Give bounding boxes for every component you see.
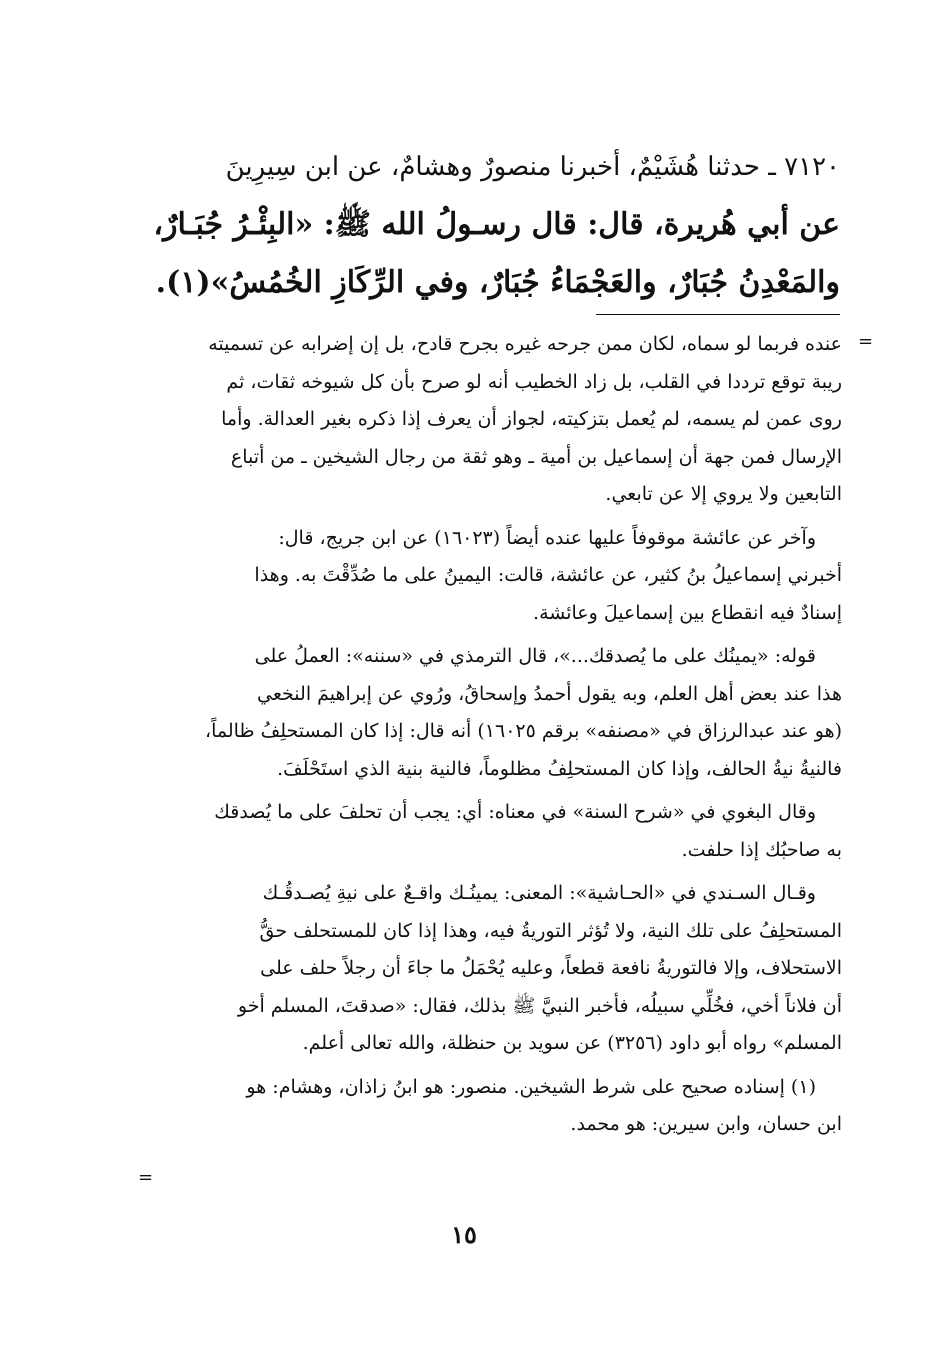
hadith-line-matn-1: عن أبي هُريرة، قال: قال رسـولُ الله ﷺ: «البِئْـرُ جُبَـارٌ، xyxy=(153,207,840,242)
footnote-line: ريبة توقع ترددا في القلب، بل زاد الخطيب أنه لو صرح بأن كل شيوخه ثقات، ثم xyxy=(226,370,842,393)
footnote-line: (هو عند عبدالرزاق في «مصنفه» برقم ١٦٠٢٥) أنه قال: إذا كان المستحلِفُ ظالماً، xyxy=(204,720,842,742)
footnote-paragraph-note-1 xyxy=(150,1069,842,1144)
footnote-line: أخبرني إسماعيلُ بنُ كثير، عن عائشة، قالت: اليمينُ على ما صُدِّقْتَ به. وهذا xyxy=(254,564,842,586)
hadith-line-matn-2: والمَعْدِنُ جُبَارٌ، والعَجْمَاءُ جُبَارٌ، وفي الرِّكَازِ الخُمُسُ»(١). xyxy=(155,265,840,300)
footnote-line: أن فلاناً أخي، فخُلِّي سبيلُه، فأخبر النبيَّ ﷺ بذلك، فقال: «صدقتَ، المسلم أخو xyxy=(237,994,842,1017)
footnote-end-mark: = xyxy=(138,1167,154,1188)
footnote-line: وقـال السـندي في «الحـاشية»: المعنى: يمينُـك واقـعٌ على نيةِ يُصـدقُـك xyxy=(262,882,816,904)
footnote-line: الاستحلاف، وإلا فالتوريةُ نافعة قطعاً، وعليه يُحْمَلُ ما جاءَ أن رجلاً حلف على xyxy=(260,957,842,979)
footnote-line: فالنيةُ نيةُ الحالف، وإذا كان المستحلِفُ مظلوماً، فالنية بنية الذي استَحْلَفَ. xyxy=(277,757,842,780)
footnote-line: عنده فربما لو سماه، لكان ممن جرحه غيره بجرح قادح، بل إن إضرابه عن تسميته xyxy=(208,333,842,355)
footnote-paragraph xyxy=(150,794,842,869)
footnote-line: التابعين ولا يروي إلا عن تابعي. xyxy=(605,483,842,505)
footnote-line: المستحلِفُ على تلك النية، ولا تُؤثر التوريةُ فيه، وهذا إذا كان للمستحلف حقُّ xyxy=(259,919,842,942)
footnote-line: المسلم» رواه أبو داود (٣٢٥٦) عن سويد بن حنظلة، والله تعالى أعلم. xyxy=(302,1032,842,1054)
footnote-line: روى عمن لم يسمه، لم يُعمل بتزكيته، لجواز أن يعرف إذا ذكره بغير العدالة. وأما xyxy=(221,408,842,430)
footnote-line: هذا عند بعض أهل العلم، وبه يقول أحمدُ وإسحاقُ، ورُوي عن إبراهيمَ النخعي xyxy=(257,682,842,705)
footnote-line: به صاحبُك إذا حلفت. xyxy=(681,838,842,861)
footnote-paragraph xyxy=(150,326,842,514)
hadith-text xyxy=(150,138,840,312)
page-number: ١٥ xyxy=(451,1220,477,1249)
footnotes-section xyxy=(150,326,842,1150)
footnote-continuation-mark: = xyxy=(858,331,874,352)
footnote-paragraph xyxy=(150,875,842,1063)
footnote-line: وآخر عن عائشة موقوفاً عليها عنده أيضاً (١٦٠٢٣) عن ابن جريج، قال: xyxy=(278,526,816,549)
footnote-line: إسنادٌ فيه انقطاع بين إسماعيلَ وعائشة. xyxy=(533,601,842,624)
footnote-line: (١) إسناده صحيح على شرط الشيخين. منصور: هو ابنُ زاذان، وهشام: هو xyxy=(246,1075,816,1098)
footnote-line: قوله: «يمينُك على ما يُصدقك...»، قال الترمذي في «سننه»: العملُ على xyxy=(254,645,816,667)
footnote-line: وقال البغوي في «شرح السنة» في معناه: أي: يجب أن تحلفَ على ما يُصدقك xyxy=(214,801,816,823)
hadith-line-isnad: ٧١٢٠ ـ حدثنا هُشَيْمٌ، أخبرنا منصورٌ وهشامٌ، عن ابن سِيرِينَ xyxy=(225,152,840,182)
footnote-paragraph xyxy=(150,520,842,633)
footnote-line: الإرسال فمن جهة أن إسماعيل بن أمية ـ وهو ثقة من رجال الشيخين ـ من أتباع xyxy=(230,445,842,468)
footnote-line: ابن حسان، وابن سيرين: هو محمد. xyxy=(570,1113,842,1135)
footnote-separator xyxy=(596,314,840,315)
footnote-paragraph xyxy=(150,638,842,788)
